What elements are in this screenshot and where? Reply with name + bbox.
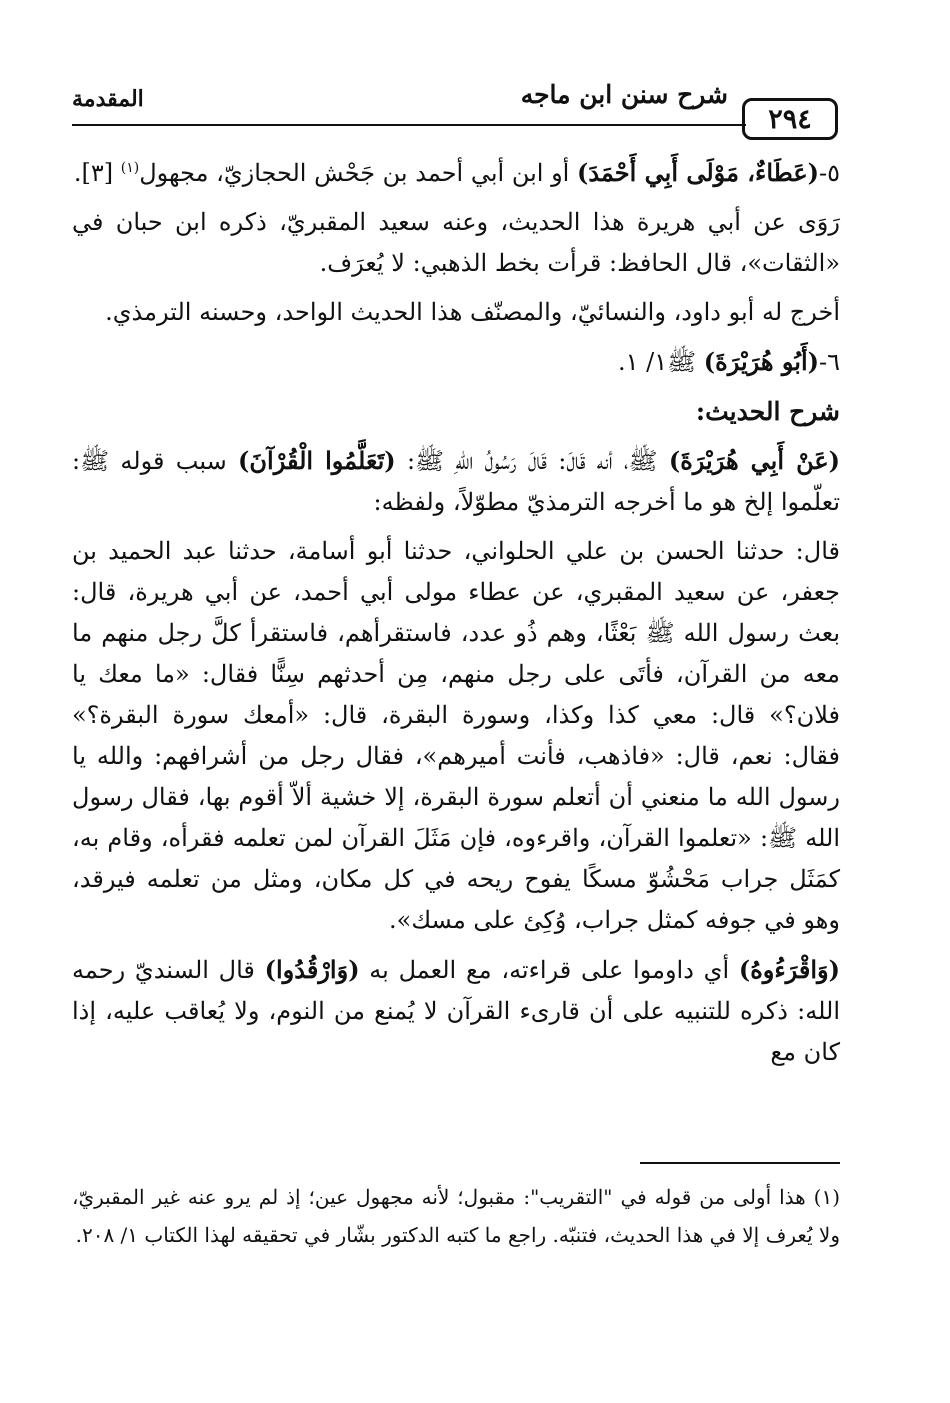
sharh-paragraph-2: قال: حدثنا الحسن بن علي الحلواني، حدثنا أبو أسامة، حدثنا عبد الحميد بن جعفر، عن سعيد المقبري، عن عطاء مولى أبي أحمد، عن أبي هريرة، قال: بعث رسول الله ﷺ بَعْثًا، وهم ذُو عدد، فاستقرأهم، فاستقرأ كلَّ رجل منهم ما معه من القرآن، فأتَى على رجل منهم، مِن أحدثهم سِنًّا فقال: «ما معك يا فلان؟» قال: معي كذا وكذا، وسورة البقرة، قال: «أمعك سورة البقرة؟» فقال: نعم، قال: «فاذهب، فأنت أميرهم»، فقال رجل من أشرافهم: والله يا رسول الله ما منعني أن أتعلم سورة البقرة، إلا خشية ألاّ أقوم بها، فقال رسول الله ﷺ: «تعلموا القرآن، واقرءوه، فإن مَثَلَ القرآن لمن تعلمه فقرأه، وقام به، كمَثَل جراب مَحْشُوّ مسكًا يفوح ريحه في كل مكان، ومثل من تعلمه فيرقد، وهو في جوفه كمثل جراب، وُكِئ على مسك». [72, 537, 841, 934]
narrator-6-number: ٦- [819, 348, 840, 376]
sharh-p1-mid: ﷺ، أنه قَالَ: قَالَ رَسُولُ اللهِ ﷺ: [395, 447, 669, 475]
sharh-p3-open: (وَاقْرَءُوهُ) [738, 955, 840, 984]
book-title: شرح سنن ابن ماجه [520, 80, 728, 109]
narrator-5-number: ٥- [819, 159, 840, 187]
footnote [72, 1178, 840, 1254]
footnote-ref[interactable]: (١) [120, 160, 140, 176]
narrator-5-intro: أو ابن أبي أحمد بن جَحْش الحجازيّ، مجهول [139, 159, 577, 187]
narrator-5-details-1: رَوَى عن أبي هريرة هذا الحديث، وعنه سعيد المقبريّ، ذكره ابن حبان في «الثقات»، قال الحافظ: قرأت بخط الذهبي: لا يُعرَف. [72, 208, 840, 277]
header-rule [72, 124, 746, 126]
narrator-6-tail: ﷺ١/ ١. [618, 348, 704, 376]
page-header [72, 80, 838, 142]
sharh-p3-mid: أي داوموا على قراءته، مع العمل به [359, 956, 739, 984]
section-heading: شرح الحديث: [695, 397, 840, 426]
sharh-p3-quote: (وَارْقُدُوا) [264, 955, 360, 984]
narrator-5-details-2: أخرج له أبو داود، والنسائيّ، والمصنّف هذا الحديث الواحد، وحسنه الترمذي. [105, 298, 840, 326]
narrator-6-name: (أَبُو هُرَيْرَةَ) [703, 347, 819, 376]
sharh-p1-quote: (تَعَلَّمُوا الْقُرْآنَ) [238, 446, 396, 475]
narrator-6-line [72, 341, 840, 383]
footnote-text: (١) هذا أولى من قوله في "التقريب": مقبول؛ لأنه مجهول عين؛ إذ لم يرو عنه غير المقبريّ، ولا يُعرف إلا في هذا الحديث، فتنبّه. راجع ما كتبه الدكتور بشّار في تحقيقه لهذا الكتاب ١/ ٢٠٨. [72, 1185, 840, 1247]
footnote-divider [640, 1162, 840, 1164]
narrator-5-line [72, 152, 840, 194]
sharh-p1-rest: سبب قوله ﷺ: تعلّموا إلخ هو ما أخرجه الترمذيّ مطوّلاً، ولفظه: [72, 447, 840, 516]
sharh-p1-open: (عَنْ أَبِي هُرَيْرَةَ) [668, 446, 841, 475]
sharh-paragraph-1 [72, 440, 840, 523]
main-text [72, 152, 840, 1081]
chapter-title: المقدمة [72, 86, 144, 112]
sharh-p3-rest: قال السنديّ رحمه الله: ذكره للتنبيه على أن قارىء القرآن لا يُمنع من النوم، ولا يُعاقب عليه، إذا كان مع [72, 956, 840, 1066]
narrator-5-name: (عَطَاءٌ، مَوْلَى أَبِي أَحْمَدَ) [576, 158, 819, 187]
sharh-paragraph-3 [72, 949, 840, 1073]
narrator-5-rank: [٣]. [73, 159, 121, 187]
page-number: ٢٩٤ [742, 98, 838, 140]
